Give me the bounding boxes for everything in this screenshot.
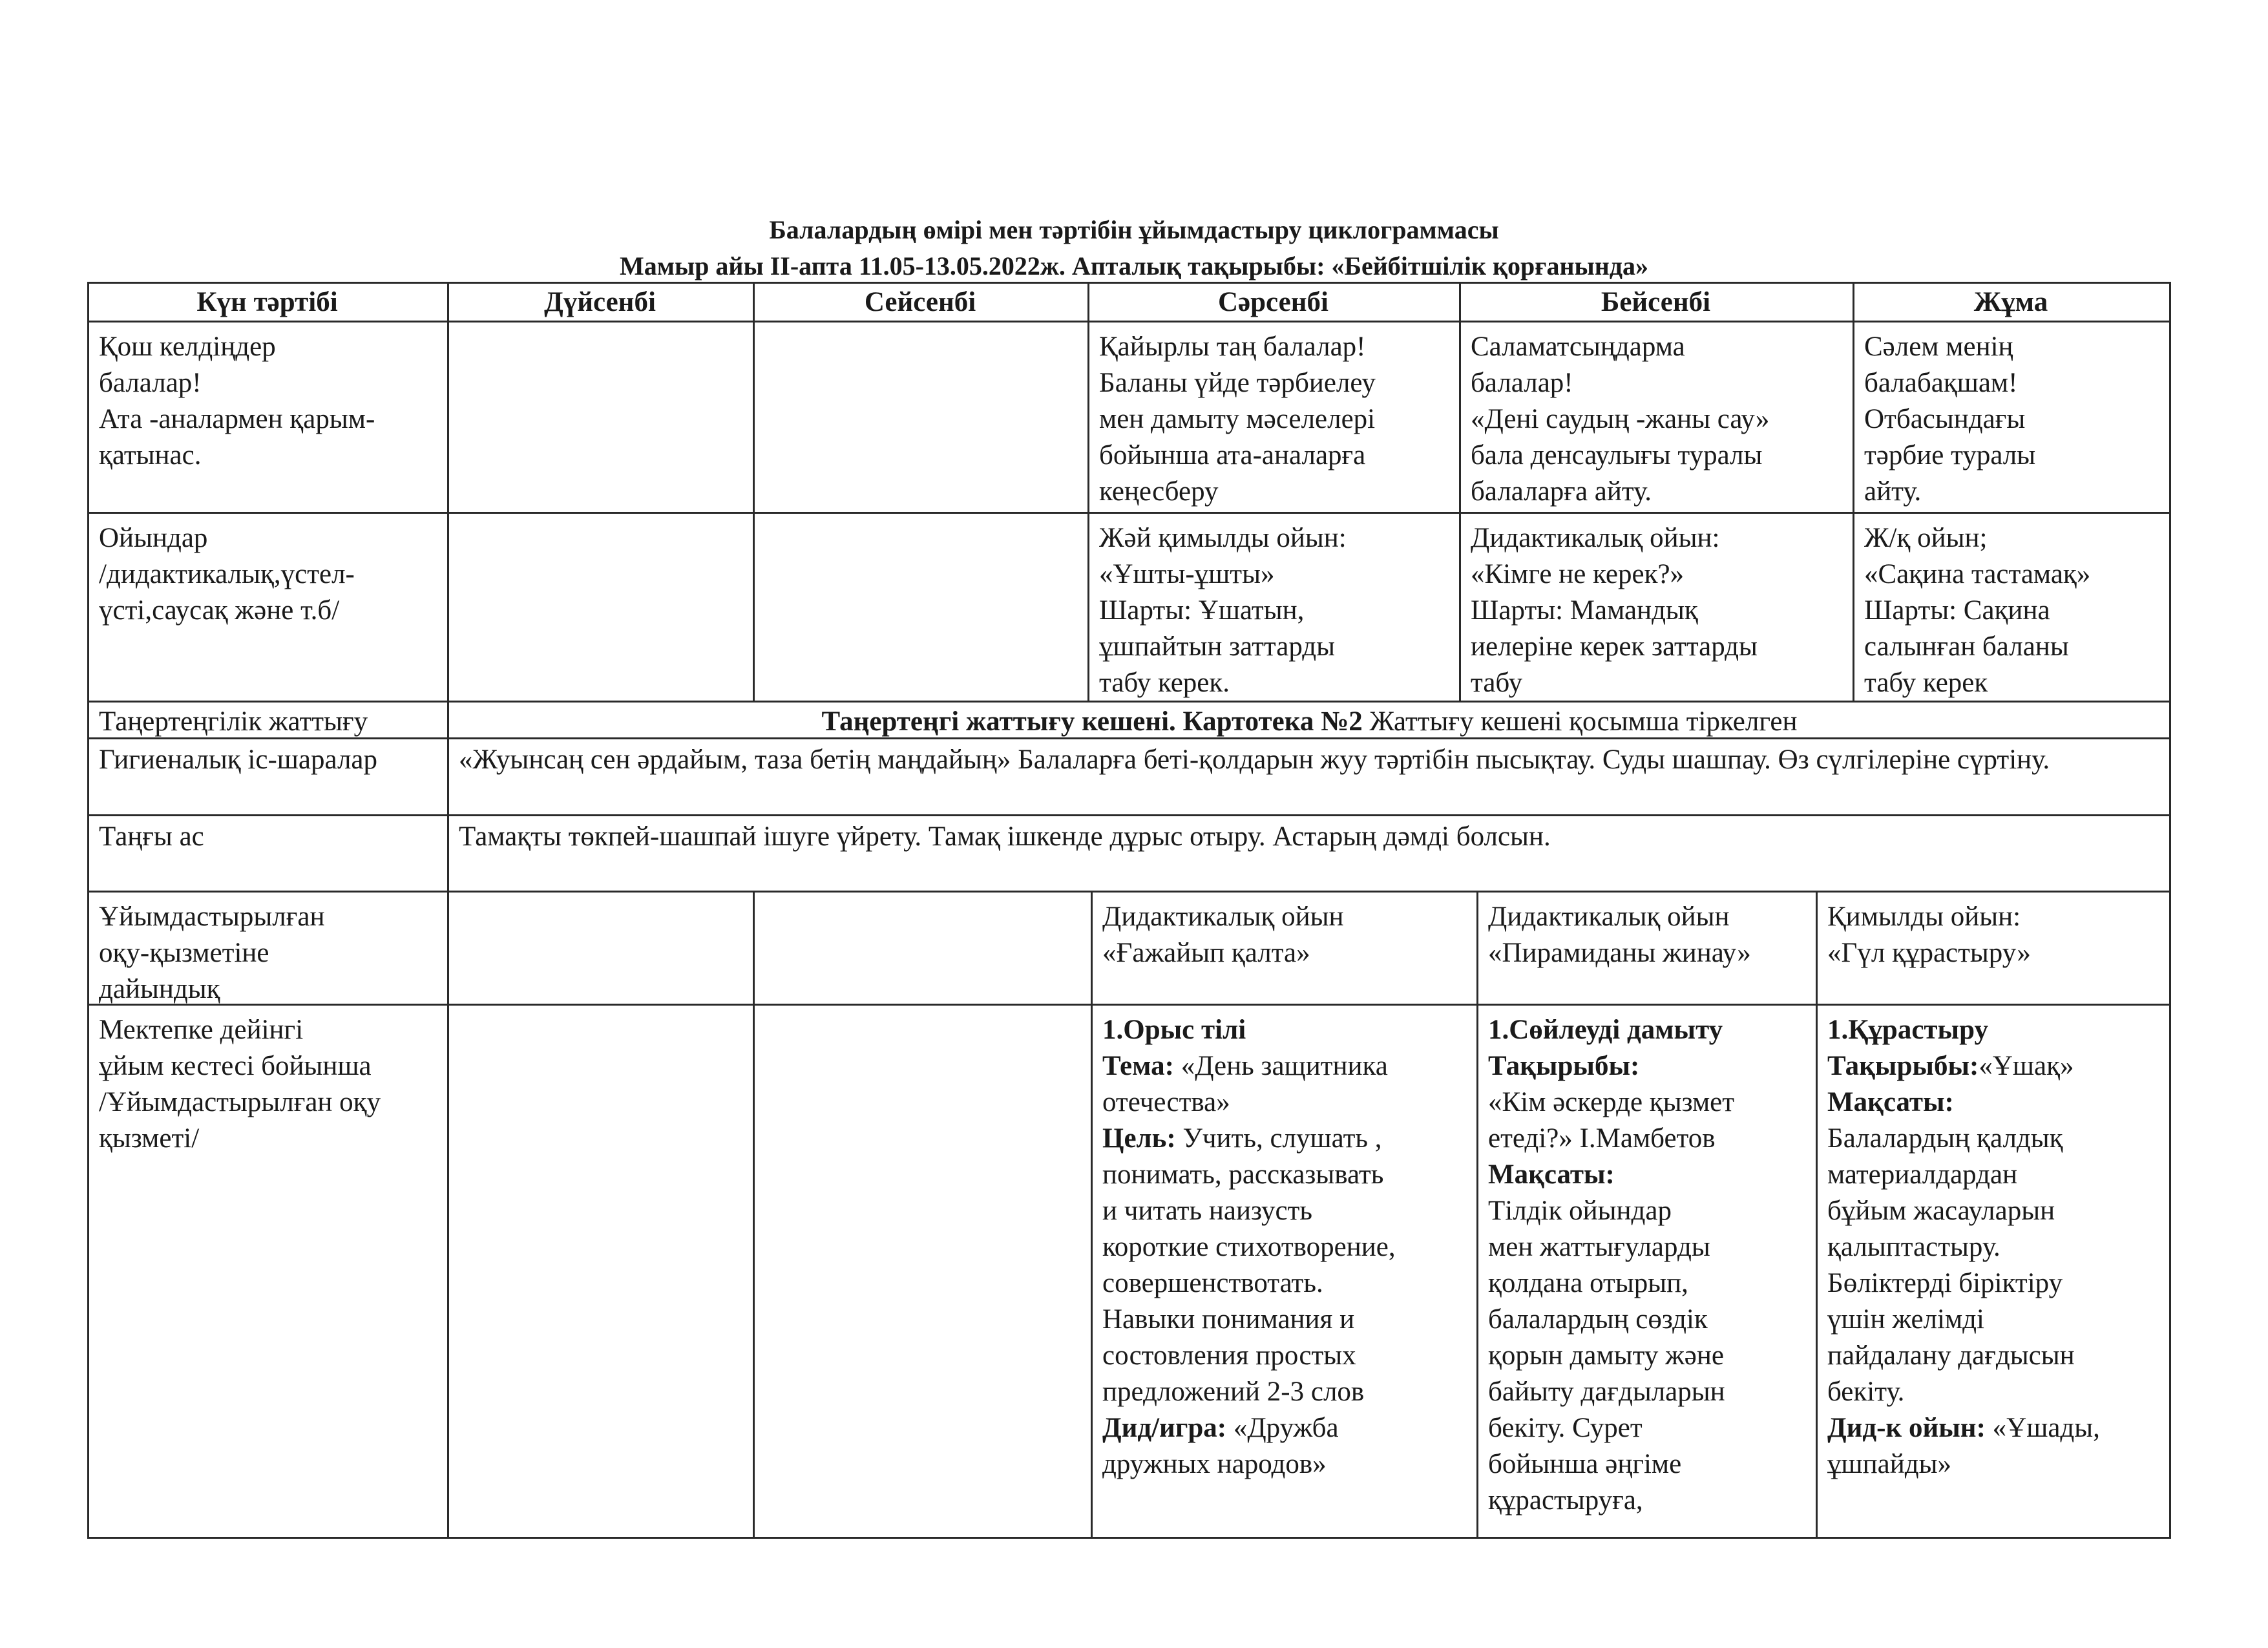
row-label-preparation: Ұйымдастырылған оқу-қызметіне дайындық: [99, 902, 325, 1004]
row-label-breakfast: Таңғы ас: [99, 821, 204, 852]
fri-topic-label: Тақырыбы:: [1827, 1051, 1979, 1081]
greeting-thursday: Саламатсыңдарма балалар! «Дені саудың -жаны сау» бала денсаулығы туралы балаларға айту.: [1471, 332, 1770, 507]
preparation-thursday: Дидактикалық ойын «Пирамиданы жинау»: [1488, 902, 1751, 968]
games-wednesday: Жәй қимылды ойын: «Ұшты-ұшты» Шарты: Ұшатын, ұшпайтын заттарды табу керек.: [1099, 523, 1347, 698]
fri-goal-label: Мақсаты:: [1827, 1087, 1954, 1117]
morning-exercise-cell: [447, 703, 2169, 737]
table-border: [2169, 282, 2171, 1539]
row-label-greeting: Қош келдіңдер балалар! Ата -аналармен қарым- қатынас.: [99, 332, 375, 470]
table-border: [753, 282, 755, 703]
games-friday: Ж/қ ойын; «Сақина тастамақ» Шарты: Сақина салынған баланы табу керек: [1864, 523, 2091, 698]
fri-topic-text: «Ұшақ»: [1979, 1051, 2074, 1081]
greeting-friday: Сәлем менің балабақшам! Отбасындағы тәрбие туралы айту.: [1864, 332, 2036, 507]
wed-goal-text: Учить, слушать , понимать, рассказывать и читать наизусть короткие стихотворение, совершенствотать. Навыки понимания и состовления простых предложений 2-3 слов: [1102, 1123, 1396, 1407]
row-label-games: Ойындар /дидактикалық,үстел- үсті,саусақ және т.б/: [99, 523, 355, 626]
wed-goal-label: Цель:: [1102, 1123, 1176, 1154]
header-wednesday: Сәрсенбі: [1218, 287, 1328, 317]
header-thursday: Бейсенбі: [1601, 287, 1711, 317]
header-tuesday: Сейсенбі: [864, 287, 976, 317]
hygiene-text: «Жуынсаң сен әрдайым, таза бетің маңдайың» Балаларға беті-қолдарын жуу тәртібін пысықтау. Суды шашпау. Өз сүлгілеріне сүртіну.: [459, 745, 2050, 775]
activity-wednesday: [1091, 1006, 1476, 1537]
header-schedule: Күн тәртібі: [196, 287, 338, 317]
breakfast-text: Тамақты төкпей-шашпай ішуге үйрету. Тамақ ішкенде дұрыс отыру. Астарың дәмді болсын.: [459, 821, 1551, 852]
wed-theme-label: Тема:: [1102, 1051, 1174, 1081]
row-label-activity: Мектепке дейінгі ұйым кестесі бойынша /Ұйымдастырылған оқу қызметі/: [99, 1015, 381, 1154]
activity-thursday: [1476, 1006, 1816, 1537]
header-monday: Дүйсенбі: [544, 287, 656, 317]
table-border: [87, 282, 2171, 284]
row-label-hygiene: Гигиеналық іс-шаралар: [99, 745, 377, 775]
morning-exercise-note: Жаттығу кешені қосымша тіркелген: [1369, 706, 1798, 737]
header-friday: Жұма: [1973, 287, 2048, 317]
thu-subject: 1.Сөйлеуді дамыту: [1488, 1015, 1723, 1045]
wed-subject: 1.Орыс тілі: [1102, 1015, 1246, 1045]
thu-topic-label: Тақырыбы:: [1488, 1051, 1640, 1081]
wed-game-text: «Дружба дружных народов»: [1102, 1413, 1339, 1479]
table-border: [753, 891, 755, 1539]
fri-subject: 1.Құрастыру: [1827, 1015, 1988, 1045]
preparation-wednesday: Дидактикалық ойын «Ғажайып қалта»: [1102, 902, 1344, 968]
document-title: Балалардың өмірі мен тәртібін ұйымдастыру циклограммасы: [769, 215, 1499, 244]
greeting-wednesday: Қайырлы таң балалар! Баланы үйде тәрбиелеу мен дамыту мәселелері бойынша ата-аналарға кеңесберу: [1099, 332, 1376, 507]
thu-topic-text: «Кім әскерде қызмет етеді?» І.Мамбетов: [1488, 1087, 1735, 1154]
wed-game-label: Дид/игра:: [1102, 1413, 1227, 1443]
games-thursday: Дидактикалық ойын: «Кімге не керек?» Шарты: Мамандық иелеріне керек заттарды табу: [1471, 523, 1758, 698]
morning-exercise-title: Таңертеңгі жаттығу кешені. Картотека №2: [821, 706, 1363, 737]
table-border: [447, 282, 449, 1539]
table-border: [87, 1537, 2171, 1539]
thu-goal-text: Тілдік ойындар мен жаттығуларды қолдана отырып, балалардың сөздік қорын дамыту және байыту дағдыларын бекіту. Сурет бойынша әңгіме құрастыруға,: [1488, 1196, 1725, 1516]
fri-game-text: «Ұшады, ұшпайды»: [1827, 1413, 2100, 1479]
document-subtitle: Мамыр айы II-апта 11.05-13.05.2022ж. Апталық тақырыбы: «Бейбітшілік қорғанында»: [619, 251, 1649, 280]
preparation-friday: Қимылды ойын: «Гүл құрастыру»: [1827, 902, 2031, 968]
thu-goal-label: Мақсаты:: [1488, 1159, 1615, 1190]
row-label-morning: Таңертеңгілік жаттығу: [99, 706, 368, 737]
fri-game-label: Дид-к ойын:: [1827, 1413, 1986, 1443]
fri-goal-text: Балалардың қалдық материалдардан бұйым жасауларын қалыптастыру. Бөліктерді біріктіру үшін желімді пайдалану дағдысын бекіту.: [1827, 1123, 2075, 1407]
wed-theme-text: «День защитника отечества»: [1102, 1051, 1388, 1117]
activity-friday: [1816, 1006, 2169, 1537]
